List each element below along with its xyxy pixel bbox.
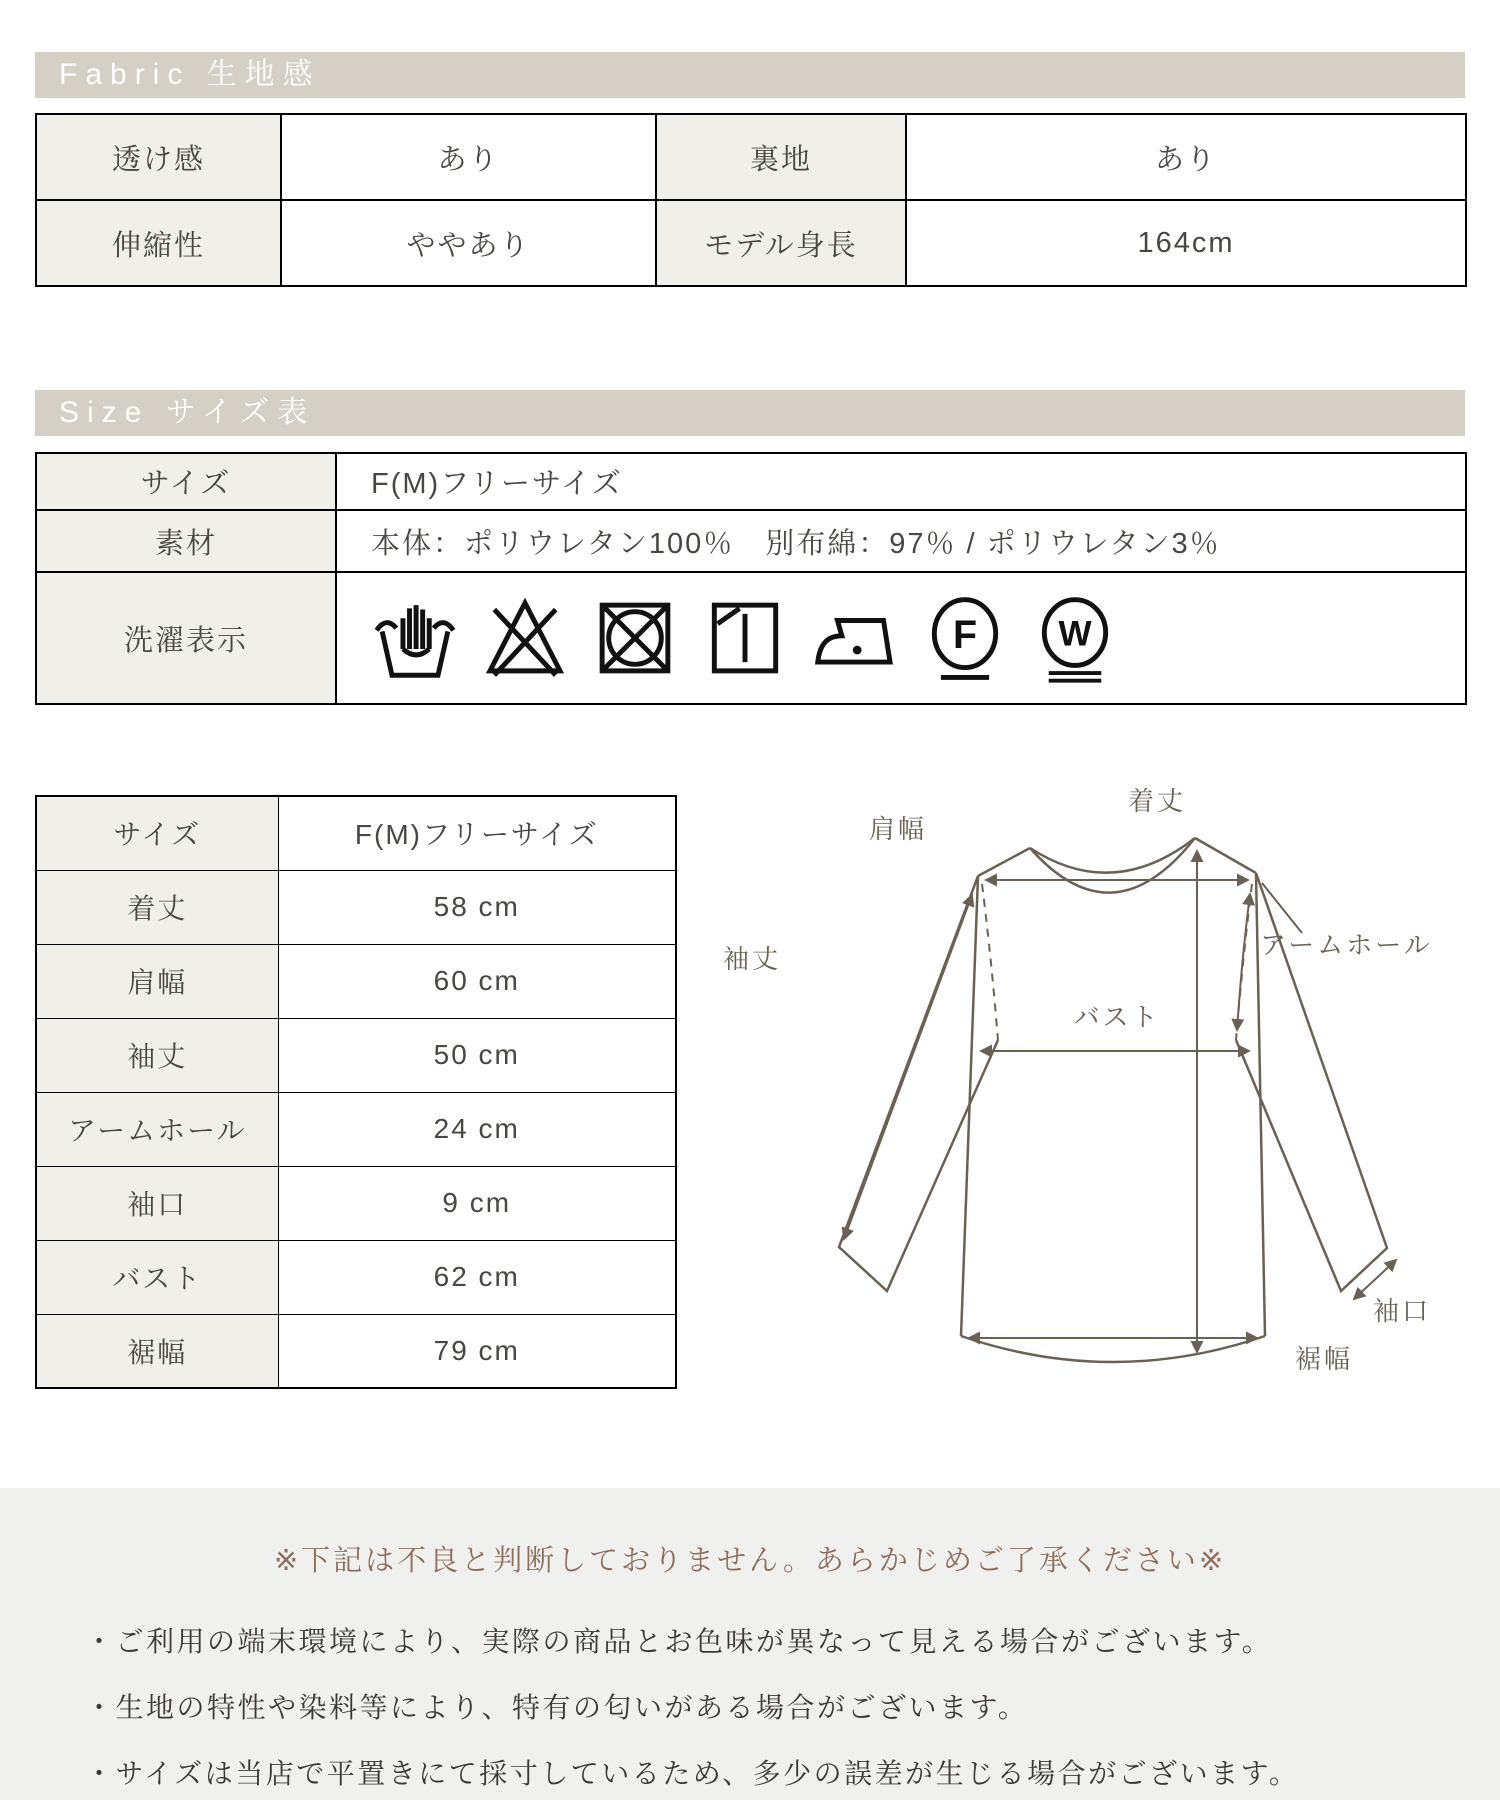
measurement-arrows: [844, 851, 1396, 1352]
line-dry-in-shade-icon: [703, 592, 787, 684]
measure-label: 袖口: [36, 1166, 278, 1240]
fabric-section-heading: Fabric 生地感: [35, 52, 1465, 98]
notes-section: [0, 1488, 1500, 1800]
measurement-table: [35, 795, 677, 1389]
measure-value: 60 cm: [278, 944, 676, 1018]
measure-value: 50 cm: [278, 1018, 676, 1092]
size-info-label: 素材: [36, 510, 336, 572]
measure-label: 袖丈: [36, 1018, 278, 1092]
notes-item: ・ご利用の端末環境により、実際の商品とお色味が異なって見える場合がございます。: [85, 1626, 1273, 1657]
size-info-row: [36, 453, 1466, 510]
measure-row: [36, 870, 676, 944]
measure-label: バスト: [36, 1240, 278, 1314]
diagram-label-bust: バスト: [1073, 1002, 1161, 1032]
measure-header-label: サイズ: [36, 796, 278, 870]
measure-label: 裾幅: [36, 1314, 278, 1388]
notes-title: ※下記は不良と判断しておりません。あらかじめご了承ください※: [273, 1545, 1227, 1577]
size-info-label: 洗濯表示: [36, 572, 336, 704]
measure-label: アームホール: [36, 1092, 278, 1166]
fabric-row: [36, 200, 1466, 286]
measure-row: [36, 1092, 676, 1166]
fabric-label: 透け感: [36, 114, 281, 200]
hand-wash-icon: [373, 592, 457, 684]
fabric-table: [35, 113, 1467, 287]
care-symbols-row: [371, 588, 1464, 688]
size-section-heading: Size サイズ表: [35, 390, 1465, 436]
svg-text:F: F: [952, 612, 978, 657]
svg-text:W: W: [1058, 614, 1092, 654]
measure-value: 24 cm: [278, 1092, 676, 1166]
fabric-row: [36, 114, 1466, 200]
dry-clean-petroleum-icon: [923, 592, 1007, 684]
measure-row: [36, 1240, 676, 1314]
size-info-table: [35, 452, 1467, 705]
fabric-label: 裏地: [656, 114, 906, 200]
measure-value: 58 cm: [278, 870, 676, 944]
garment-outline: [839, 838, 1387, 1362]
size-info-label: サイズ: [36, 453, 336, 510]
garment-measurement-diagram: [630, 688, 1490, 1390]
size-info-value: 本体：ポリウレタン100％ 別布綿：97％ / ポリウレタン3％: [336, 510, 1466, 572]
measure-value: 62 cm: [278, 1240, 676, 1314]
diagram-label-length: 着丈: [1127, 786, 1187, 816]
measure-value: 79 cm: [278, 1314, 676, 1388]
size-info-row: [36, 510, 1466, 572]
do-not-tumble-dry-icon: [593, 592, 677, 684]
iron-low-heat-icon: [813, 592, 897, 684]
diagram-label-armhole: アームホール: [1260, 930, 1433, 960]
diagram-label-cuff: 袖口: [1372, 1296, 1432, 1326]
fabric-value: 164cm: [906, 200, 1466, 286]
measure-value: 9 cm: [278, 1166, 676, 1240]
size-info-row: [36, 572, 1466, 704]
diagram-label-hem: 裾幅: [1295, 1344, 1354, 1374]
do-not-bleach-icon: [483, 592, 567, 684]
measure-header-value: F(M)フリーサイズ: [278, 796, 676, 870]
size-info-value: F(M)フリーサイズ: [336, 453, 1466, 510]
measure-label: 着丈: [36, 870, 278, 944]
fabric-label: モデル身長: [656, 200, 906, 286]
measure-label: 肩幅: [36, 944, 278, 1018]
measure-row: [36, 1018, 676, 1092]
fabric-value: あり: [906, 114, 1466, 200]
measure-row: [36, 944, 676, 1018]
measure-header-row: [36, 796, 676, 870]
measure-row: [36, 1166, 676, 1240]
care-symbols-cell: [336, 572, 1466, 704]
notes-item: ・サイズは当店で平置きにて採寸しているため、多少の誤差が生じる場合がございます。: [85, 1758, 1300, 1789]
wet-clean-icon: [1033, 592, 1117, 684]
fabric-value: あり: [281, 114, 656, 200]
notes-item: ・生地の特性や染料等により、特有の匂いがある場合がございます。: [85, 1692, 1029, 1723]
diagram-label-sleeve: 袖丈: [722, 944, 782, 974]
diagram-label-shoulder: 肩幅: [868, 814, 928, 844]
fabric-label: 伸縮性: [36, 200, 281, 286]
fabric-value: ややあり: [281, 200, 656, 286]
measure-row: [36, 1314, 676, 1388]
